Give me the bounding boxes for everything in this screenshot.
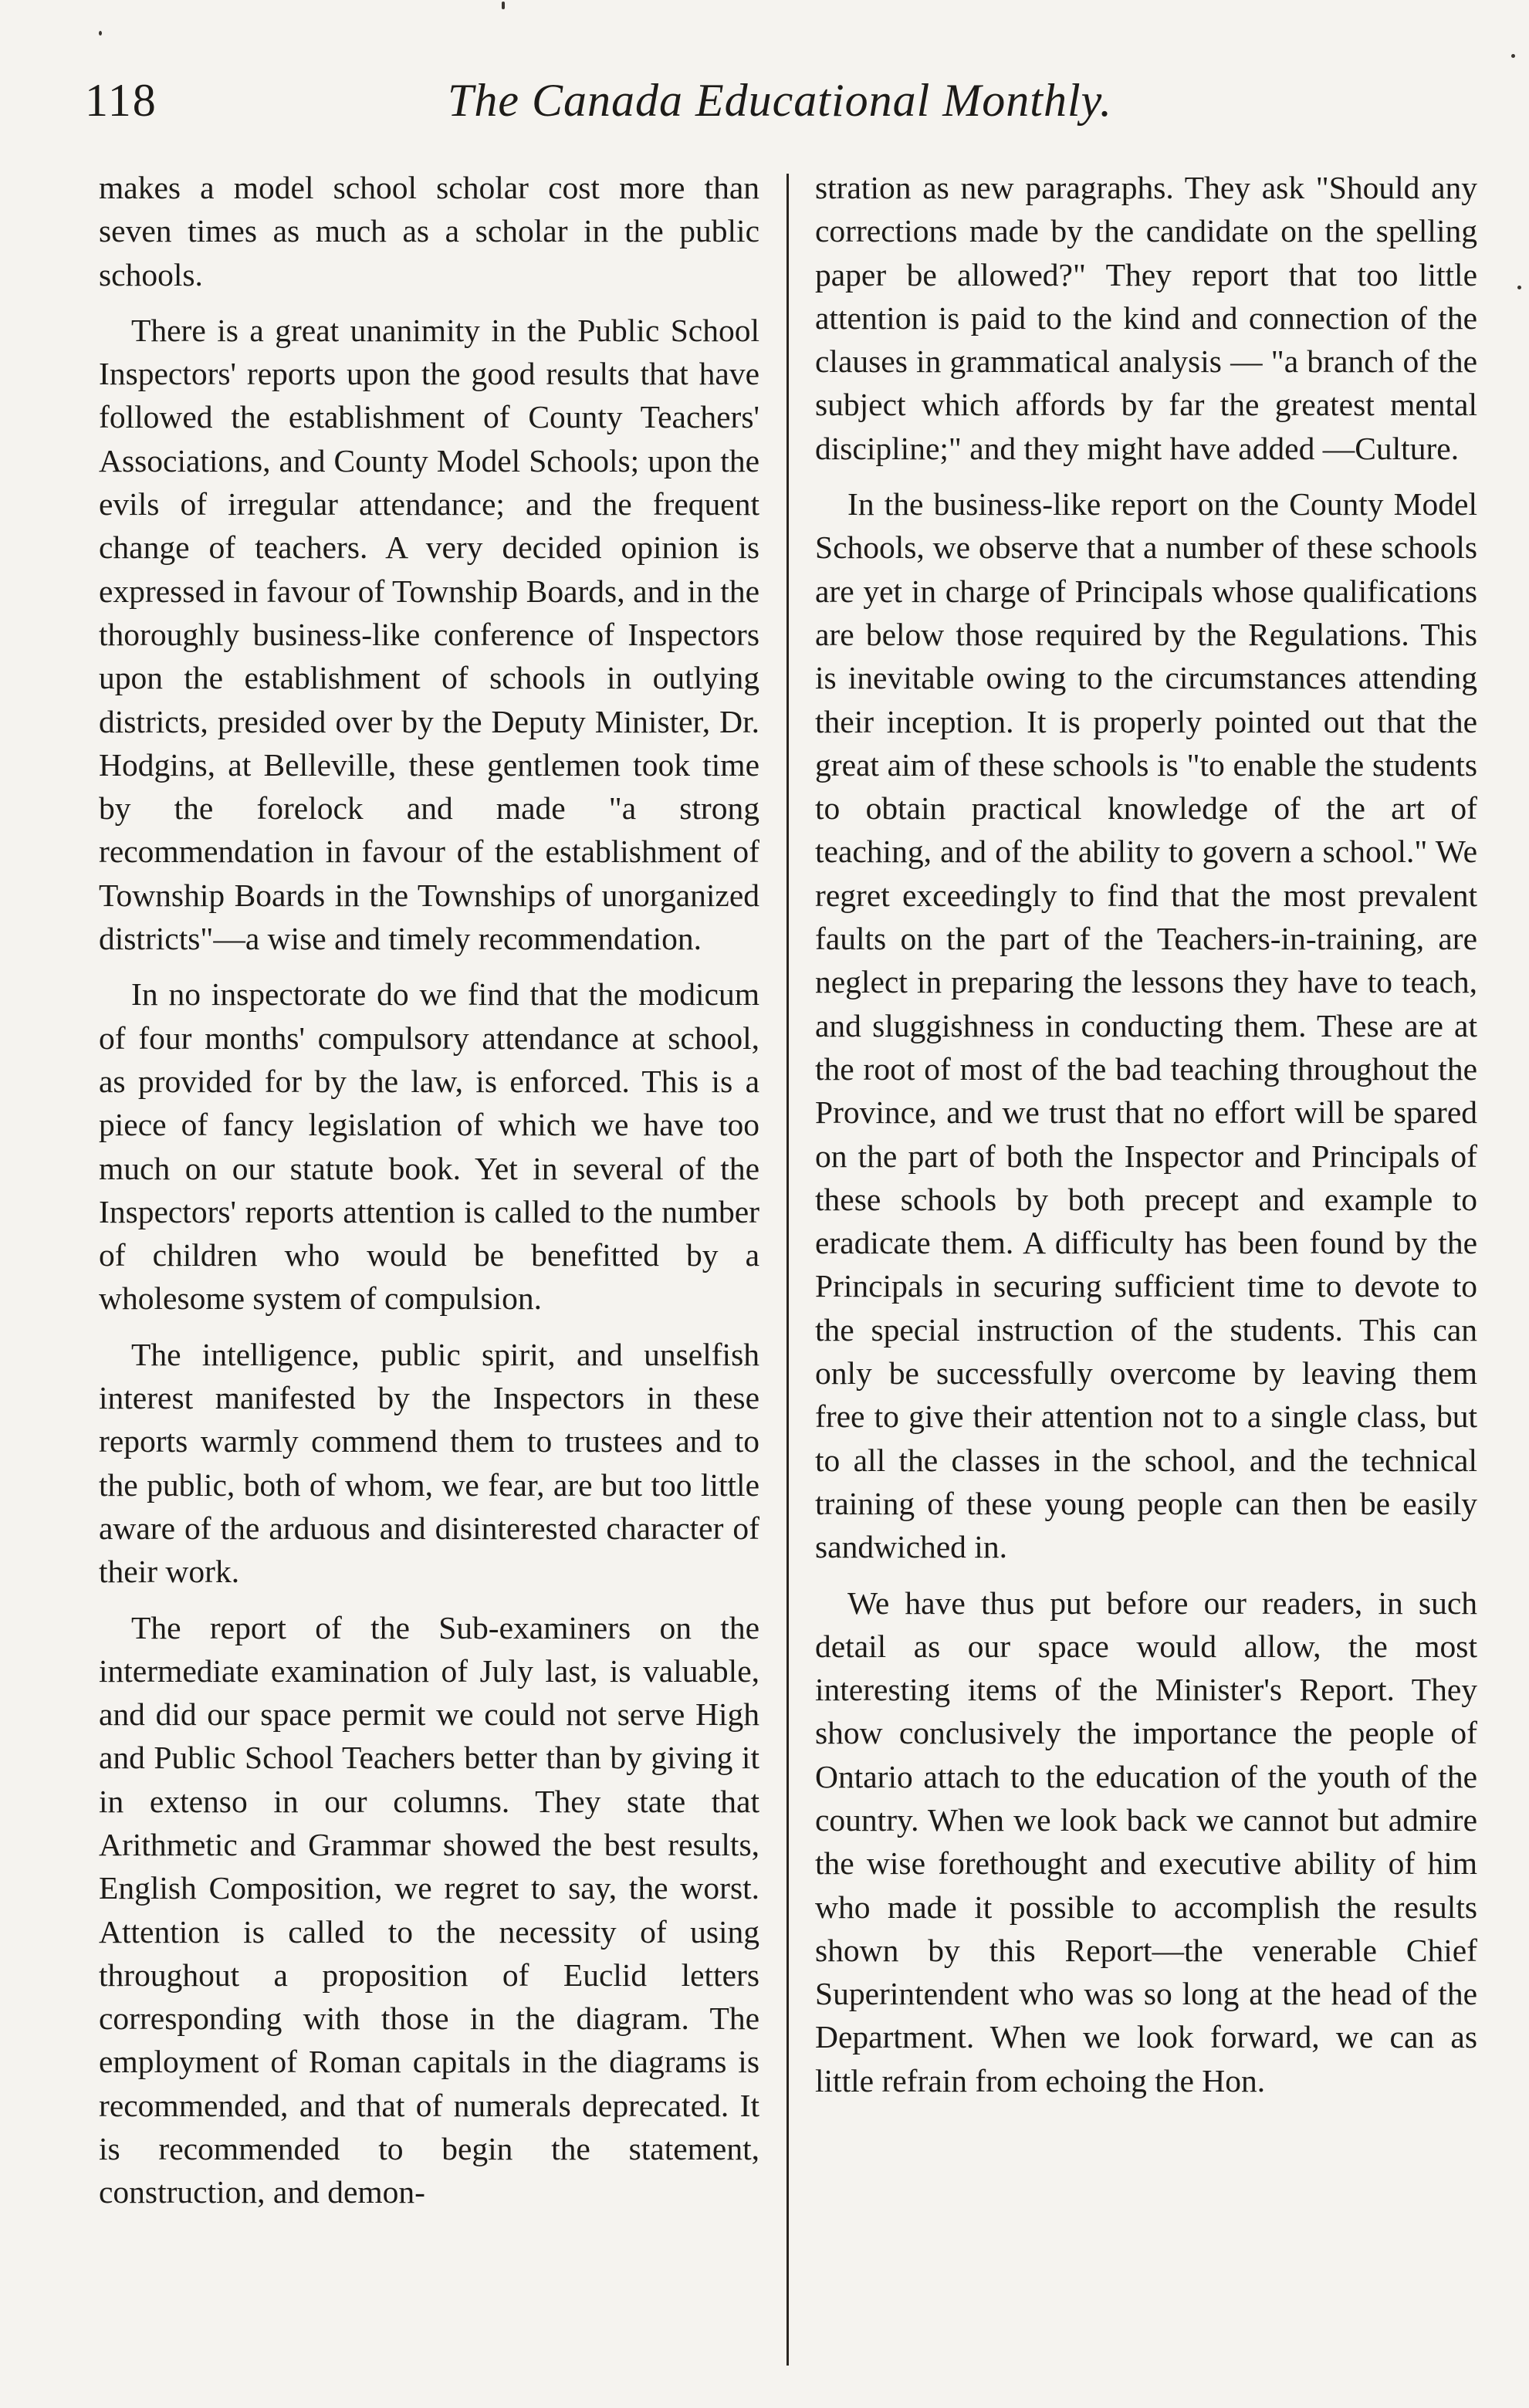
page-header [85, 74, 1444, 144]
paragraph: We have thus put before our readers, in such detail as our space would allow, the most interesting items of the Minister's Report. They show conclusively the importance the people of Ontario attach to the education of the youth of the country. When we look back we cannot but admire the wise forethought and executive ability of him who made it possible to accomplish the results shown by this Report—the venerable Chief Superintendent who was so long at the head of the Department. When we look forward, we can as little refrain from echoing the Hon. [815, 1584, 1477, 2099]
speck-mark [99, 31, 102, 36]
page-number: 118 [85, 75, 157, 126]
paragraph: In no inspectorate do we find that the modicum of four months' compulsory attendance at school, as provided for by the law, is enforced. This is a piece of fancy legislation of which we have too much on our statute book. Yet in several of the Inspectors' reports attention is called to the number of children who would be benefitted by a wholesome system of compulsion. [99, 976, 759, 1317]
speck-mark [1517, 286, 1521, 289]
column-divider [786, 174, 789, 2366]
paragraph: makes a model school scholar cost more than seven times as much as a scholar in the public schools. [99, 170, 759, 293]
speck-mark [502, 2, 505, 9]
paragraph: The intelligence, public spirit, and unselfish interest manifested by the Inspectors in these reports warmly commend them to trustees and to the public, both of whom, we fear, are but too little aware of the arduous and disinterested character of their work. [99, 1336, 759, 1590]
right-column [815, 166, 1477, 2102]
running-title: The Canada Educational Monthly. [448, 75, 1112, 126]
paragraph: There is a great unanimity in the Public School Inspectors' reports upon the good results that have followed the establishment of County Teachers' Associations, and County Model Schools; upon the evils of irregular attendance; and the frequent change of teachers. A very decided opinion is expressed in favour of Township Boards, and in the thoroughly business-like conference of Inspectors upon the establishment of schools in outlying districts, presided over by the Deputy Minister, Dr. Hodgins, at Belleville, these gentlemen took time by the forelock and made "a strong recommendation in favour of the establishment of Township Boards in the Townships of unorganized districts"—a wise and timely recommendation. [99, 312, 759, 957]
left-column [99, 166, 759, 2214]
paragraph: stration as new paragraphs. They ask "Should any corrections made by the candidate on the spelling paper be allowed?" They report that too little attention is paid to the kind and connection of the clauses in grammatical analysis — "a branch of the subject which affords by far the greatest mental discipline;" and they might have added —Culture. [815, 170, 1477, 466]
speck-mark [1511, 54, 1515, 58]
paragraph: The report of the Sub-examiners on the intermediate examination of July last, is valuable, and did our space permit we could not serve High and Public School Teachers better than by giving it in extenso in our columns. They state that Arithmetic and Grammar showed the best results, English Composition, we regret to say, the worst. Attention is called to the necessity of using throughout a proposition of Euclid letters corresponding with those in the diagram. The employment of Roman capitals in the diagrams is recommended, and that of numerals deprecated. It is recommended to begin the statement, construction, and demon- [99, 1609, 759, 2210]
paragraph: In the business-like report on the County Model Schools, we observe that a number of these schools are yet in charge of Principals whose qualifications are below those required by the Regulations. This is inevitable owing to the circumstances attending their inception. It is properly pointed out that the great aim of these schools is "to enable the students to obtain practical knowledge of the art of teaching, and of the ability to govern a school." We regret exceedingly to find that the most prevalent faults on the part of the Teachers-in-training, are neglect in preparing the lessons they have to teach, and sluggishness in conducting them. These are at the root of most of the bad teaching throughout the Province, and we trust that no effort will be spared on the part of both the Inspector and Principals of these schools by both precept and example to eradicate them. A difficulty has been found by the Principals in securing sufficient time to devote to the special instruction of the students. This can only be successfully overcome by leaving them free to give their attention not to a single class, but to all the classes in the school, and the technical training of these young people can then be easily sandwiched in. [815, 486, 1477, 1565]
